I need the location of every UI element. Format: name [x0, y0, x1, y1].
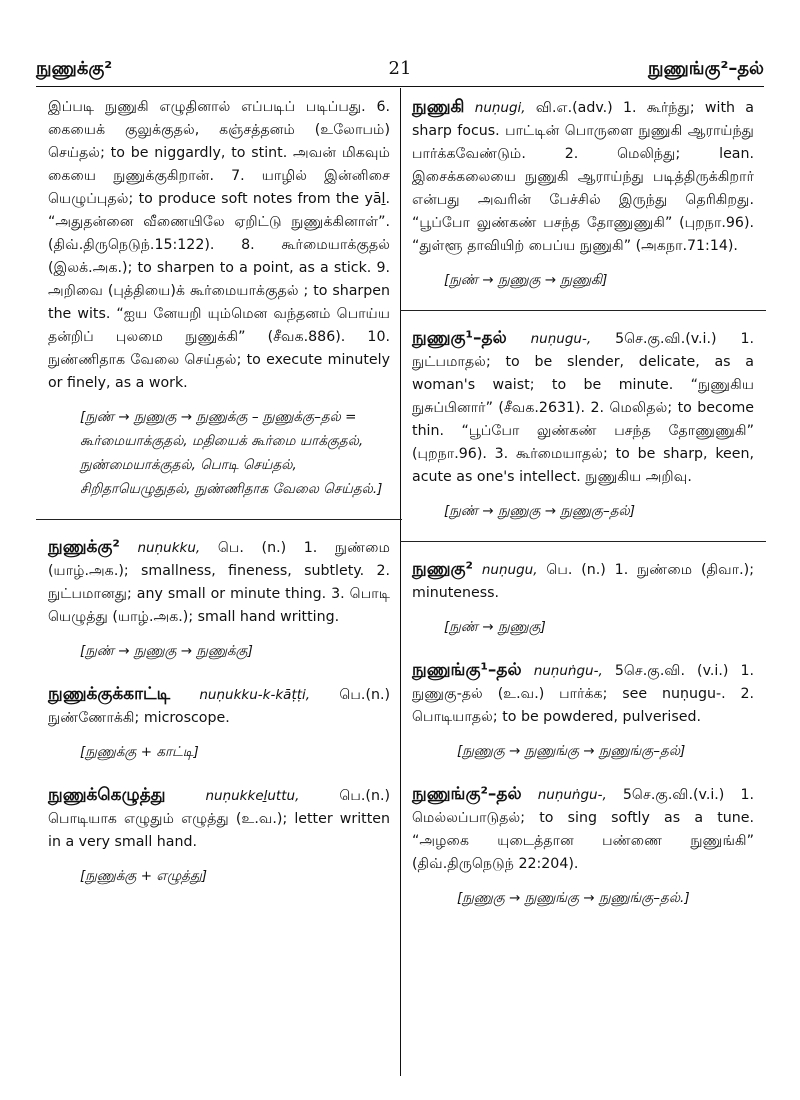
- etymology: [நுண் → நுணுகு → நுணுக்கு]: [80, 643, 253, 659]
- header-rule: [36, 86, 764, 87]
- etymology: [நுணுகு → நுணுங்கு → நுணுங்கு–தல்.]: [457, 890, 690, 906]
- transliteration: nuṇuṅgu-,: [533, 663, 603, 679]
- headword: நுணுக்கெழுத்து: [48, 785, 166, 805]
- entry-nunugi: [412, 96, 754, 292]
- etymology: [நுண் → நுணுகு → நுணுகு–தல்]: [444, 503, 635, 519]
- headword: நுணுக்கு²: [48, 537, 120, 557]
- etymology: [நுணுக்கு + காட்டி]: [80, 744, 199, 760]
- column-divider: [400, 88, 401, 1076]
- entry-nunungu1: [412, 659, 754, 763]
- etymology: [நுணுகு → நுணுங்கு → நுணுங்கு–தல்]: [457, 743, 686, 759]
- section-rule: [400, 541, 766, 542]
- entry-nunugu2: [412, 558, 754, 639]
- headword: நுணுகு²: [412, 559, 474, 579]
- entry-continued: [48, 96, 390, 501]
- page-header: [36, 58, 764, 88]
- headword: நுணுகு¹–தல்: [412, 328, 507, 348]
- entry-body: பெ.(n.) நுண்ணோக்கி; microscope.: [48, 687, 391, 726]
- entry-body: வி.எ.(adv.) 1. கூர்ந்து; with a sharp focus. பாட்டின் பொருளை நுணுகி ஆராய்ந்து பார்க்கவேண்டும். 2. மெலிந்து; lean. இசைக்கலையை நுணுகி ஆராய்ந்து படித்திருக்கிறார் என்பது அவரின் பேச்சில் இருந்து தெரிகிறது. “பூப்போ லுண்கண் பசந்த தோணுணுகி” (புறநா.96). “துள்ளூ தாவியிற் பைப்ய நுணுகி” (அகநா.71:14).: [412, 100, 754, 254]
- entry-nunukku2: [48, 536, 390, 663]
- transliteration: nuṇugi,: [474, 100, 526, 116]
- entry-body: இப்படி நுணுகி எழுதினால் எப்படிப் படிப்பது. 6. கையைக் குலுக்குதல், கஞ்சத்தனம் (உலோபம்) செய்தல்; to be niggardly, to stint. அவன் மிகவும் கையை நுணுக்குகிறான். 7. யாழில் இன்னிசை யெழுப்புதல்; to produce soft notes from the yāḻ. “அதுதன்னை வீணையிலே ஏறிட்டு நுணுக்கினாள்”. (திவ்.திருநெடுந்.15:122). 8. கூர்மையாக்குதல் (இலக்.அக.); to sharpen to a point, as a stick. 9. அறிவை (புத்தியை)க் கூர்மையாக்குதல் ; to sharpen the wits. “ஐய னேயறி யும்மென வந்தனம் பொய்ய தன்றிப் புலமை நுணுக்கி” (சீவக.886). 10. நுண்ணிதாக வேலை செய்தல்; to execute minutely or finely, as a work.: [48, 99, 390, 391]
- left-column: [48, 96, 390, 888]
- transliteration: nuṇuṅgu-,: [537, 787, 607, 803]
- transliteration: nuṇukku-k-kāṭṭi,: [199, 687, 311, 703]
- page-number: 21: [388, 58, 412, 79]
- headword: நுணுங்கு¹–தல்: [412, 660, 522, 680]
- entry-body: 5செ.கு.வி.(v.i.) 1. நுட்பமாதல்; to be slender, delicate, as a woman's waist; to be minute. “நுணுகிய நுசுப்பினார்” (சீவக.2631). 2. மெலிதல்; to become thin. “பூப்போ லுண்கண் பசந்த தோணுணுகி” (புறநா.96). 3. கூர்மையாதல்; to be sharp, keen, acute as one's intellect. நுணுகிய அறிவு.: [412, 331, 754, 485]
- right-column: [412, 96, 754, 910]
- etymology: [நுணுக்கு + எழுத்து]: [80, 868, 208, 884]
- running-head-left: நுணுக்கு²: [36, 58, 113, 79]
- entry-body: பெ. (n.) 1. நுண்மை (யாழ்.அக.); smallness, fineness, subtlety. 2. நுட்பமானது; any small or minute thing. 3. பொடி யெழுத்து (யாழ்.அக.); small hand writting.: [48, 540, 391, 625]
- headword: நுணுக்குக்காட்டி: [48, 684, 171, 704]
- transliteration: nuṇukkeḻuttu,: [205, 788, 300, 804]
- headword: நுணுங்கு²–தல்: [412, 784, 522, 804]
- section-rule: [400, 310, 766, 311]
- headword: நுணுகி: [412, 97, 465, 117]
- entry-nunukkukkatti: [48, 683, 390, 764]
- transliteration: nuṇukku,: [137, 540, 201, 556]
- etymology: [நுண் → நுணுகு → நுணுக்கு – நுணுக்கு–தல் = கூர்மையாக்குதல், மதியைக் கூர்மை யாக்குதல், நுண்மையாக்குதல், பொடி செய்தல், சிறிதாயெழுதுதல், நுண்ணிதாக வேலை செய்தல்.]: [80, 409, 383, 497]
- entry-body: 5செ.கு.வி. (v.i.) 1. நுணுகு-தல் (உ.வ.) பார்க்க; see nuṇugu-. 2. பொடியாதல்; to be powdered, pulverised.: [412, 663, 755, 725]
- transliteration: nuṇugu,: [481, 562, 538, 578]
- etymology: [நுண் → நுணுகு]: [444, 619, 546, 635]
- section-rule: [36, 519, 402, 520]
- entry-nunungu2: [412, 783, 754, 910]
- entry-body: பெ. (n.) 1. நுண்மை (திவா.); minuteness.: [412, 562, 754, 601]
- transliteration: nuṇugu-,: [530, 331, 592, 347]
- entry-body: பெ.(n.) பொடியாக எழுதும் எழுத்து (உ.வ.); letter written in a very small hand.: [48, 788, 390, 850]
- etymology: [நுண் → நுணுகு → நுணுகி]: [444, 272, 608, 288]
- entry-nunukkeluttu: [48, 784, 390, 888]
- entry-nunugu1: [412, 327, 754, 523]
- entry-body: 5செ.கு.வி.(v.i.) 1. மெல்லப்பாடுதல்; to sing softly as a tune. “அழகை யுடைத்தான பண்ணை நுணுங்கி” (திவ்.திருநெடுந் 22:204).: [412, 787, 754, 872]
- running-head-right: நுணுங்கு²–தல்: [647, 58, 764, 79]
